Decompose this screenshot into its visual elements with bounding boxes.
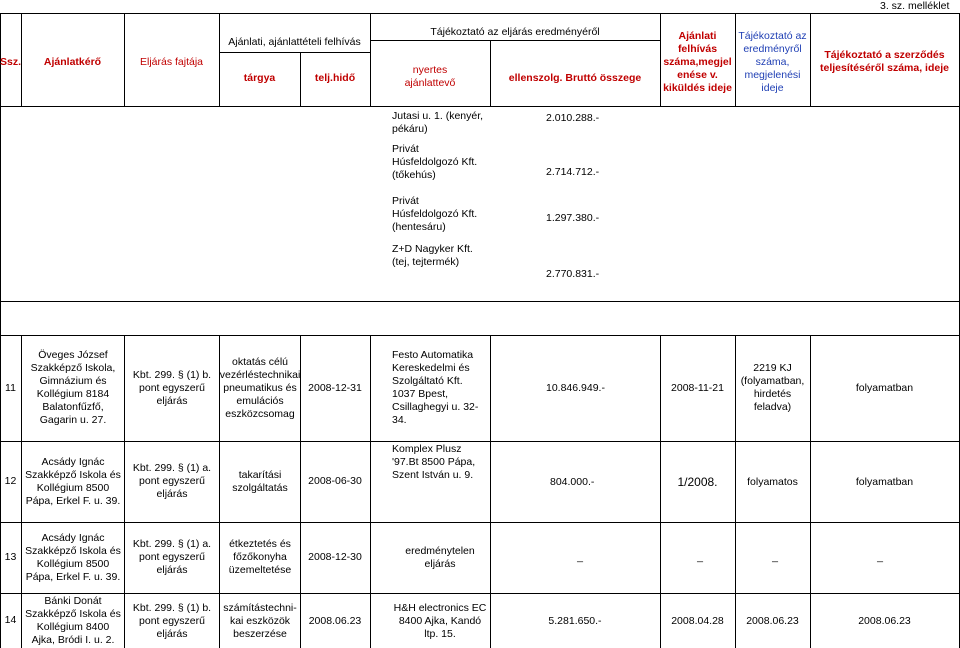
- row-completion: folyamatban: [855, 381, 914, 394]
- row-amount: _: [577, 550, 583, 563]
- row-number: 12: [4, 475, 17, 487]
- row-winner: Festo Automatika Kereskedelmi és Szolgáltató Kft. 1037 Bpest, Csillaghegyi u. 32-34.: [392, 349, 479, 426]
- header-tajekoztato-eredmeny: Tájékoztató az eredményről száma, megjelenési ideje: [738, 29, 807, 94]
- row-procedure: Kbt. 299. § (1) a. pont egyszerű eljárás: [132, 462, 212, 500]
- row-deadline: 2008-06-30: [308, 475, 362, 487]
- row-completion: folyamatban: [855, 475, 914, 488]
- row-notice: 2008.04.28: [671, 614, 724, 627]
- continuation-amount: 1.297.380.-: [546, 212, 600, 224]
- row-subject: oktatás célú vezérléstechnikai pneumatikus és emulációs eszközcsomag: [219, 355, 301, 420]
- header-eljaras-fajtaja: Eljárás fajtája: [139, 55, 204, 68]
- row-number: 11: [5, 381, 16, 394]
- row-result-notice: 2219 KJ (folyamatban, hirdetés feladva): [740, 362, 805, 413]
- row-procedure: Kbt. 299. § (1) b. pont egyszerű eljárás: [132, 368, 212, 407]
- header-nyertes: nyertes ajánlattevő: [404, 64, 456, 89]
- header-ajanlati-felhivas: Ajánlati felhívás száma,megjel enése v. kiküldés ideje: [663, 29, 732, 94]
- row-organization: Bánki Donát Szakképző Iskola és Kollégium 8400 Ajka, Bródi I. u. 2.: [25, 595, 121, 646]
- row-notice: 2008-11-21: [671, 381, 724, 394]
- continuation-amount: 2.010.288.-: [546, 112, 600, 124]
- header-ajanlatkero: Ajánlatkérő: [43, 55, 102, 68]
- row-result-notice: _: [772, 550, 778, 563]
- header-ellenszolg: ellenszolg. Bruttó összege: [508, 71, 642, 84]
- row-deadline: 2008.06.23: [308, 614, 362, 627]
- row-notice: _: [697, 550, 703, 563]
- row-winner: H&H electronics EC 8400 Ajka, Kandó ltp. 15.: [393, 601, 487, 640]
- row-notice: 1/2008.: [677, 474, 718, 489]
- header-ajanlati-group: Ajánlati, ajánlattételi felhívás: [228, 35, 361, 48]
- row-result-notice: 2008.06.23: [746, 614, 799, 627]
- row-amount: 804.000.-: [550, 476, 595, 488]
- continuation-winner: Jutasi u. 1. (kenyér, pékáru): [392, 110, 484, 135]
- row-procedure: Kbt. 299. § (1) a. pont egyszerű eljárás: [132, 538, 212, 576]
- continuation-winner: Privát Húsfeldolgozó Kft. (hentesáru): [392, 195, 478, 233]
- continuation-amount: 2.770.831.-: [546, 268, 600, 280]
- row-subject: étkeztetés és főzőkonyha üzemeltetése: [228, 538, 292, 576]
- row-completion: _: [877, 550, 883, 563]
- row-subject: számítástechni-kai eszközök beszerzése: [223, 601, 297, 640]
- continuation-amount: 2.714.712.-: [546, 166, 600, 178]
- row-procedure: Kbt. 299. § (1) b. pont egyszerű eljárás: [132, 601, 212, 640]
- row-deadline: 2008-12-30: [308, 551, 362, 563]
- row-winner: Komplex Plusz '97.Bt 8500 Pápa, Szent István u. 9.: [392, 443, 476, 481]
- row-number: 13: [4, 551, 17, 563]
- header-targya: tárgya: [243, 71, 276, 84]
- row-completion: 2008.06.23: [858, 614, 911, 627]
- row-amount: 5.281.650.-: [548, 614, 602, 627]
- row-result-notice: folyamatos: [747, 475, 798, 488]
- row-organization: Acsády Ignác Szakképző Iskola és Kollégium 8500 Pápa, Erkel F. u. 39.: [25, 531, 121, 583]
- row-winner: eredménytelen eljárás: [405, 544, 475, 570]
- header-ssz: Ssz.: [0, 55, 22, 68]
- header-tajekoztato-szerzodes: Tájékoztató a szerződés teljesítéséről száma, ideje: [820, 49, 949, 74]
- row-organization: Acsády Ignác Szakképző Iskola és Kollégium 8500 Pápa, Erkel F. u. 39.: [25, 455, 121, 507]
- annex-label: 3. sz. melléklet: [880, 0, 950, 12]
- row-organization: Öveges József Szakképző Iskola, Gimnázium és Kollégium 8184 Balatonfűzfő, Gagarin u. 27.: [30, 349, 116, 426]
- row-deadline: 2008-12-31: [308, 381, 362, 394]
- row-subject: takarítási szolgáltatás: [232, 468, 288, 494]
- continuation-winner: Privát Húsfeldolgozó Kft. (tőkehús): [392, 143, 478, 181]
- header-tajekoztato-group: Tájékoztató az eljárás eredményéről: [430, 25, 600, 38]
- header-telj-hido: telj.hidő: [314, 71, 356, 84]
- continuation-winner: Z+D Nagyker Kft.(tej, tejtermék): [392, 243, 473, 268]
- row-amount: 10.846.949.-: [546, 382, 605, 394]
- row-number: 14: [4, 614, 17, 626]
